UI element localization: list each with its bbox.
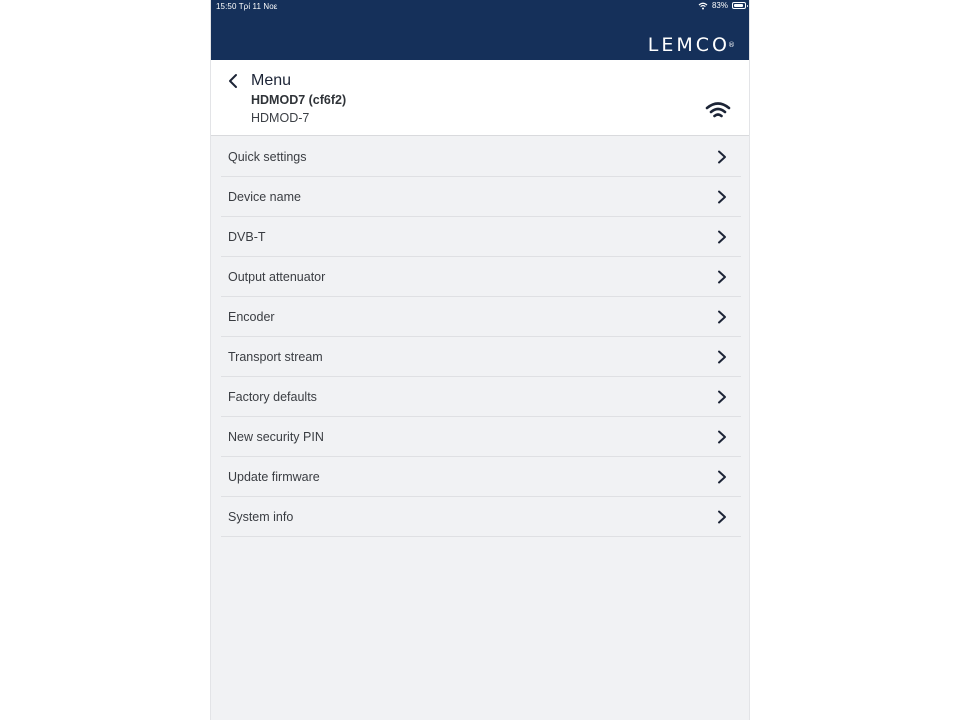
chevron-right-icon — [715, 150, 729, 164]
menu-item-label: Device name — [228, 190, 301, 204]
connection-wifi-icon — [705, 101, 731, 121]
battery-icon — [732, 2, 746, 9]
menu-item-label: Quick settings — [228, 150, 307, 164]
menu-item-label: New security PIN — [228, 430, 324, 444]
chevron-right-icon — [715, 430, 729, 444]
chevron-right-icon — [715, 270, 729, 284]
menu-item-dvb-t[interactable] — [221, 217, 741, 257]
page-title: Menu — [251, 72, 292, 89]
device-name: HDMOD7 (cf6f2) — [251, 93, 347, 107]
menu-item-label: Output attenuator — [228, 270, 326, 284]
menu-item-label: Encoder — [228, 310, 275, 324]
menu-item-output-attenuator[interactable] — [221, 257, 741, 297]
chevron-right-icon — [715, 190, 729, 204]
lemco-logo: LEMCO® — [647, 34, 735, 56]
menu-item-factory-defaults[interactable] — [221, 377, 741, 417]
menu-item-device-name[interactable] — [221, 177, 741, 217]
menu-item-label: Update firmware — [228, 470, 320, 484]
settings-menu — [221, 137, 741, 537]
status-indicators — [698, 1, 746, 10]
menu-item-label: DVB-T — [228, 230, 266, 244]
status-time: 15:50 Τρί 11 Νοε — [216, 2, 278, 11]
battery-percent: 83% — [711, 1, 728, 10]
menu-item-label: Transport stream — [228, 350, 323, 364]
menu-item-encoder[interactable] — [221, 297, 741, 337]
chevron-right-icon — [715, 310, 729, 324]
chevron-right-icon — [715, 470, 729, 484]
chevron-right-icon — [715, 230, 729, 244]
chevron-left-icon[interactable] — [225, 72, 243, 90]
chevron-right-icon — [715, 350, 729, 364]
menu-item-update-firmware[interactable] — [221, 457, 741, 497]
menu-item-label: Factory defaults — [228, 390, 317, 404]
top-bar — [211, 0, 750, 60]
menu-item-new-security-pin[interactable] — [221, 417, 741, 457]
chevron-right-icon — [715, 390, 729, 404]
menu-item-label: System info — [228, 510, 294, 524]
status-wifi-icon — [698, 2, 708, 10]
menu-item-system-info[interactable] — [221, 497, 741, 537]
menu-item-transport-stream[interactable] — [221, 337, 741, 377]
menu-item-quick-settings[interactable] — [221, 137, 741, 177]
menu-header — [211, 60, 750, 136]
app-window — [210, 0, 750, 720]
chevron-right-icon — [715, 510, 729, 524]
device-model: HDMOD-7 — [251, 111, 310, 125]
